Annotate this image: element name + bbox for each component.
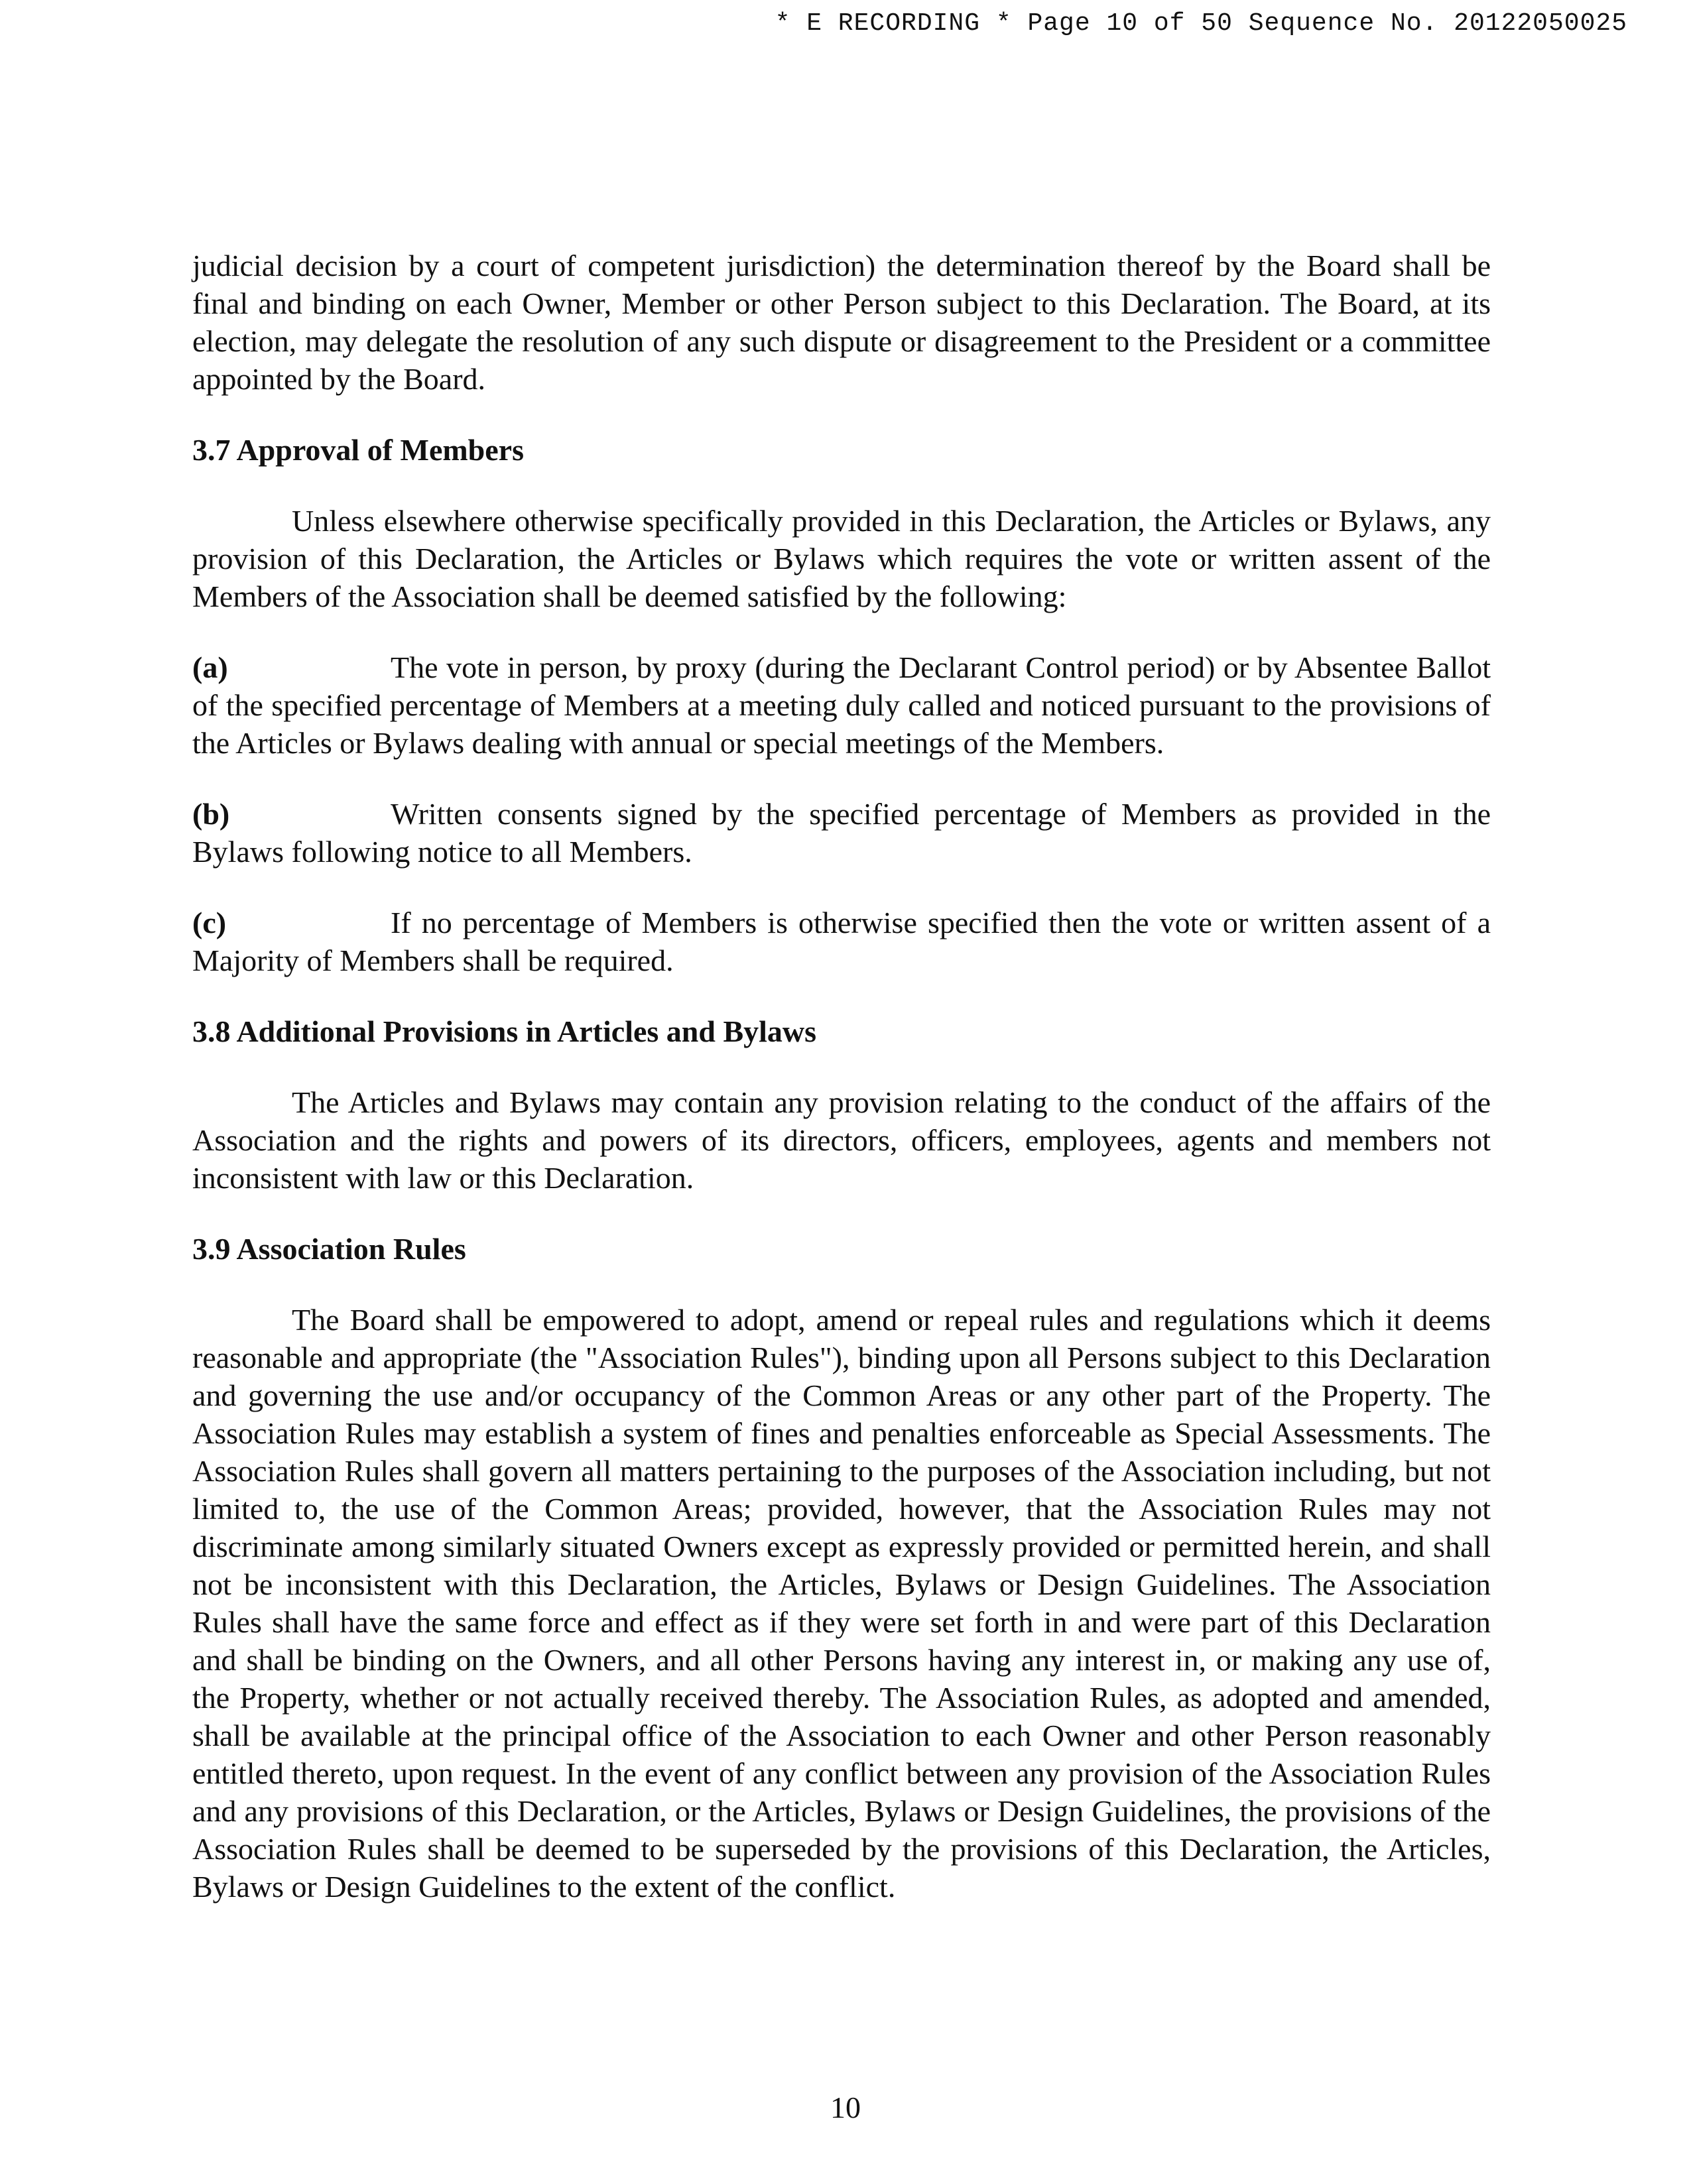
list-item-text: If no percentage of Members is otherwise specified then the vote or written assent of a Majority of Members shall be required. bbox=[192, 906, 1491, 977]
list-item-a-paragraph bbox=[192, 648, 1491, 762]
list-item-text: Written consents signed by the specified percentage of Members as provided in the Bylaws following notice to all Members. bbox=[192, 797, 1491, 869]
list-item-a bbox=[192, 648, 1491, 762]
list-item-text: The vote in person, by proxy (during the Declarant Control period) or by Absentee Ballot of the specified percentage of Members at a meeting duly called and noticed pursuant to the provisions of the Articles or Bylaws dealing with annual or special meetings of the Members. bbox=[192, 650, 1491, 760]
section-heading-3-8: 3.8 Additional Provisions in Articles and Bylaws bbox=[192, 1014, 817, 1048]
list-item-c bbox=[192, 904, 1491, 979]
list-item-label: (a) bbox=[192, 650, 228, 684]
section-heading-3-9: 3.9 Association Rules bbox=[192, 1232, 466, 1266]
document-body bbox=[192, 247, 1491, 1906]
page-number: 10 bbox=[830, 2091, 861, 2124]
list-item-c-paragraph bbox=[192, 904, 1491, 979]
recording-stamp: * E RECORDING * Page 10 of 50 Sequence No. 20122050025 bbox=[775, 9, 1627, 38]
section-heading-3-7: 3.7 Approval of Members bbox=[192, 433, 525, 467]
continuation-paragraph: judicial decision by a court of competent jurisdiction) the determination thereof by the Board shall be final and binding on each Owner, Member or other Person subject to this Declaration. The Board, at its election, may delegate the resolution of any such dispute or disagreement to the President or a committee appointed by the Board. bbox=[192, 249, 1491, 396]
section-3-9-body: The Board shall be empowered to adopt, amend or repeal rules and regulations which it deems reasonable and appropriate (the "Association Rules"), binding upon all Persons subject to this Declaration and governing the use and/or occupancy of the Common Areas or any other part of the Property. The Association Rules may establish a system of fines and penalties enforceable as Special Assessments. The Association Rules shall govern all matters pertaining to the purposes of the Association including, but not limited to, the use of the Common Areas; provided, however, that the Association Rules may not discriminate among similarly situated Owners except as expressly provided or permitted herein, and shall not be inconsistent with this Declaration, the Articles, Bylaws or Design Guidelines. The Association Rules shall have the same force and effect as if they were set forth in and were part of this Declaration and shall be binding on the Owners, and all other Persons having any interest in, or making any use of, the Property, whether or not actually received thereby. The Association Rules, as adopted and amended, shall be available at the principal office of the Association to each Owner and other Person reasonably entitled thereto, upon request. In the event of any conflict between any provision of the Association Rules and any provisions of this Declaration, or the Articles, Bylaws or Design Guidelines, the provisions of the Association Rules shall be deemed to be superseded by the provisions of this Declaration, the Articles, Bylaws or Design Guidelines to the extent of the conflict. bbox=[192, 1303, 1491, 1904]
section-3-7-intro: Unless elsewhere otherwise specifically provided in this Declaration, the Articles or Bylaws, any provision of this Declaration, the Articles or Bylaws which requires the vote or written assent of the Members of the Association shall be deemed satisfied by the following: bbox=[192, 504, 1491, 613]
list-item-label: (c) bbox=[192, 906, 227, 940]
list-item-b-paragraph bbox=[192, 795, 1491, 871]
section-3-8-body: The Articles and Bylaws may contain any provision relating to the conduct of the affairs of the Association and the rights and powers of its directors, officers, employees, agents and members not inconsistent with law or this Declaration. bbox=[192, 1085, 1491, 1195]
list-item-b bbox=[192, 795, 1491, 871]
list-item-label: (b) bbox=[192, 797, 230, 831]
